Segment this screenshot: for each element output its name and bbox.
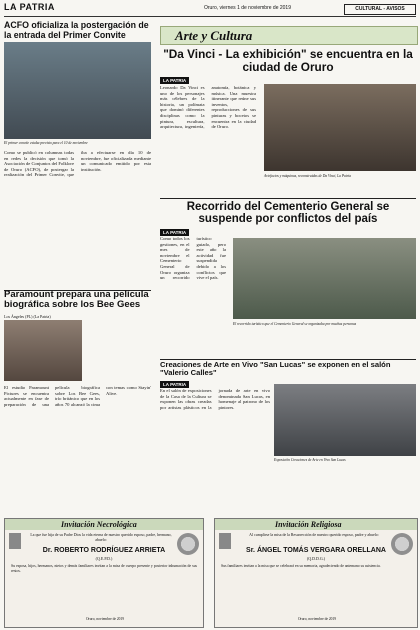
obituary-heading: Invitación Necrológica: [61, 520, 137, 529]
story-title: "Da Vinci - La exhibición" se encuentra en la ciudad de Oruro: [163, 47, 413, 74]
story-photo: [233, 238, 416, 319]
main-story-1: [160, 47, 416, 178]
dateline: Los Ángeles (PL) (La Patria): [4, 314, 51, 319]
issue-date: Oruro, viernes 1 de noviembre de 2019: [204, 5, 291, 11]
cross-icon: [219, 533, 231, 549]
story-photo: [264, 84, 416, 171]
story-body: Como se publicó en columnas todas en redes la decisión que tomó la Asociación de Conjuntos del Folklore de Oruro (ACFO), de postergar la realización del Primer Convite, que iba a efectuarse en día 10 de noviembre, fue oficializada mediante un comunicado emitido por esta institución.: [4, 150, 151, 178]
story-body: Como todos los gestiones, en el mes de noviembre el Cementerio General de Oruro organiza un recorrido turístico guiado, pero este año la actividad fue suspendida debido a los conflictos que vive el país.: [160, 236, 226, 281]
story-dateline: LA PATRIA: [160, 229, 189, 236]
story-body: En el salón de exposiciones de la Casa de la Cultura se exponen las obras creadas por artistas plásticos en la jornada de arte en vivo denominada San Lucas, en homenaje al patrono de los pintores.: [160, 388, 270, 410]
story-photo: [4, 42, 151, 139]
obituary-footer: Oruro, noviembre de 2019: [297, 617, 337, 621]
story-body: Leonardo Da Vinci es uno de los personajes más célebres de la historia, un polímata que dominó diferentes disciplinas como la pintura, escultura, arquitectura, ingeniería, anatomía, botánica y música. Una muestra itinerante que reúne sus inventos, reproducciones de sus pinturas y bocetos se encuentra en la ciudad de Oruro.: [160, 85, 256, 130]
section-label: CULTURAL - AVISOS: [344, 4, 416, 15]
newspaper-brand: LA PATRIA: [4, 2, 55, 12]
story-dateline: LA PATRIA: [160, 77, 189, 84]
story-body: El estudio Paramount Pictures se encuentra actualmente en fase de preparación de una película biográfica sobre Los Bee Gees, trío británico que en los años 70 alcanzó la cima con temas como Stayin' Alive.: [4, 385, 151, 407]
section-banner-title: Arte y Cultura: [175, 28, 253, 43]
story-title: Paramount prepara una película biográfica sobre los Bee Gees: [4, 289, 149, 311]
story-title: Recorrido del Cementerio General se suspende por conflictos del país: [186, 201, 390, 226]
cross-icon: [9, 533, 21, 549]
left-story-2: [4, 289, 151, 407]
photo-caption: Artefactos y máquinas, reconstruidas de Da Vinci, La Patria: [264, 174, 352, 178]
name-suffix: (Q.E.P.D.): [95, 556, 113, 561]
deceased-name: Dr. ROBERTO RODRÍGUEZ ARRIETA: [42, 547, 166, 554]
photo-caption: El primer convite estaba previsto para el 10 de noviembre: [4, 141, 88, 145]
left-story-1: [4, 20, 151, 178]
story-title: Creaciones de Arte en Vivo "San Lucas" se exponen en el salón "Valerio Calles": [160, 360, 391, 378]
obituary-1: [4, 518, 204, 628]
obituary-line: Al cumplirse la misa de la Resurrección de nuestro querido esposo, padre y abuelo:: [249, 533, 379, 537]
story-photo: [4, 320, 82, 381]
deceased-name: Sr. ÁNGEL TOMÁS VERGARA ORELLANA: [246, 547, 386, 554]
obituary-body: Sus familiares invitan a la misa que se celebrará en su memoria, agradeciendo de antemano su asistencia.: [221, 564, 381, 568]
photo-caption: Exposición Creaciones de Arte en Vivo San Lucas: [274, 458, 346, 462]
main-story-2: [160, 201, 416, 326]
section-banner: [160, 26, 418, 45]
story-title: ACFO oficializa la postergación de la entrada del Primer Convite: [4, 20, 149, 40]
page-header: [4, 2, 416, 17]
photo-caption: El recorrido turístico que el Cementerio General se organizaba por muchas personas: [233, 322, 357, 326]
obituary-body: Su esposa, hijos, hermanos, nietos y demás familiares invitan a la misa de cuerpo presente y posterior inhumación de sus restos.: [11, 564, 197, 573]
story-dateline: LA PATRIA: [160, 381, 189, 388]
obituary-heading: Invitación Religiosa: [275, 520, 342, 529]
obituary-2: [214, 518, 418, 628]
main-story-3: [160, 360, 416, 462]
story-photo: [274, 384, 416, 456]
obituary-line: La que fue hija de su Padre Dios la vida eterna de nuestro querido esposo, padre, hermano, abuelo:: [30, 533, 172, 542]
obituary-footer: Oruro, noviembre de 2019: [85, 617, 125, 621]
name-suffix: (Q.D.D.G.): [306, 556, 326, 561]
